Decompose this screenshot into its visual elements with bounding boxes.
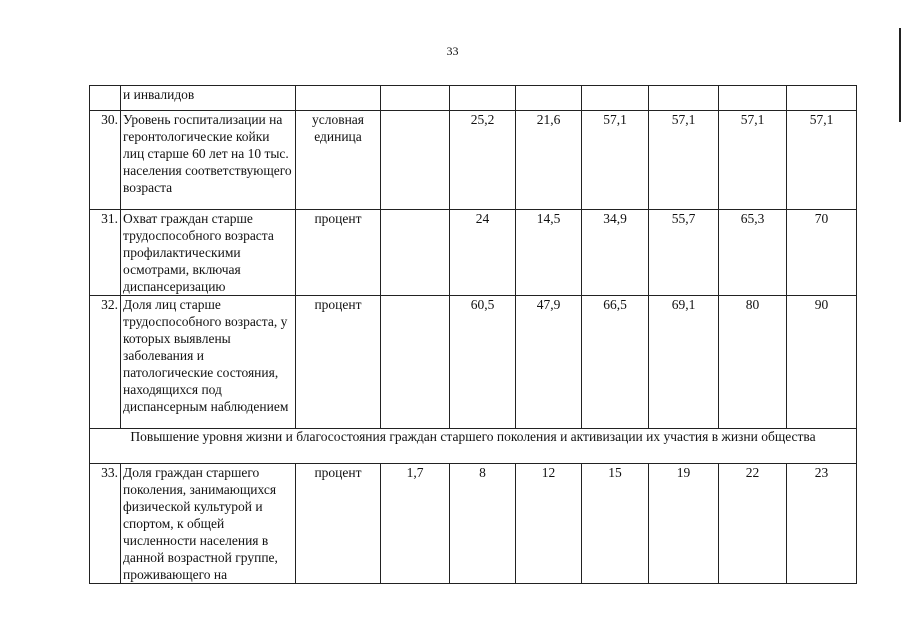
value-cell: 15 (582, 464, 649, 584)
scan-edge-mark (899, 28, 901, 122)
value-cell: 22 (719, 464, 787, 584)
table-row-continuation (90, 86, 857, 111)
indicators-table (89, 85, 857, 584)
value-cell (582, 86, 649, 111)
indicator-name-cell: Доля граждан старшего поколения, занимающихся физической культурой и спортом, к общей численности населения в данной возрастной группе, проживающего на (121, 464, 296, 584)
value-cell: 65,3 (719, 210, 787, 296)
value-cell: 66,5 (582, 296, 649, 429)
value-cell: 55,7 (649, 210, 719, 296)
value-cell: 24 (450, 210, 516, 296)
value-cell: 57,1 (719, 111, 787, 210)
value-cell: 80 (719, 296, 787, 429)
indicator-name-cell: Уровень госпитализации на геронтологические койки лиц старше 60 лет на 10 тыс. населения соответствующего возраста (121, 111, 296, 210)
value-cell: 14,5 (516, 210, 582, 296)
section-heading-row (90, 429, 857, 464)
value-cell: 47,9 (516, 296, 582, 429)
indicator-name-cell: Доля лиц старше трудоспособного возраста, у которых выявлены заболевания и патологические состояния, находящихся под диспансерным наблюдением (121, 296, 296, 429)
row-number-cell: 32. (90, 296, 121, 429)
unit-cell (296, 86, 381, 111)
value-cell (787, 86, 857, 111)
row-number-cell (90, 86, 121, 111)
table-row-33 (90, 464, 857, 584)
value-cell: 8 (450, 464, 516, 584)
value-cell (381, 210, 450, 296)
row-number-cell: 31. (90, 210, 121, 296)
row-number-cell: 30. (90, 111, 121, 210)
row-number-cell: 33. (90, 464, 121, 584)
section-heading: Повышение уровня жизни и благосостояния граждан старшего поколения и активизации их участия в жизни общества (90, 429, 857, 464)
unit-cell: условная единица (296, 111, 381, 210)
value-cell: 21,6 (516, 111, 582, 210)
value-cell: 57,1 (649, 111, 719, 210)
value-cell: 19 (649, 464, 719, 584)
value-cell (649, 86, 719, 111)
value-cell: 70 (787, 210, 857, 296)
unit-cell: процент (296, 210, 381, 296)
value-cell (450, 86, 516, 111)
indicator-name-cell: Охват граждан старше трудоспособного возраста профилактическими осмотрами, включая диспансеризацию (121, 210, 296, 296)
table-row-31 (90, 210, 857, 296)
value-cell: 60,5 (450, 296, 516, 429)
value-cell: 34,9 (582, 210, 649, 296)
unit-cell: процент (296, 296, 381, 429)
value-cell: 57,1 (787, 111, 857, 210)
value-cell: 57,1 (582, 111, 649, 210)
value-cell (381, 111, 450, 210)
indicator-name-cell: и инвалидов (121, 86, 296, 111)
value-cell: 90 (787, 296, 857, 429)
value-cell: 23 (787, 464, 857, 584)
value-cell (719, 86, 787, 111)
value-cell: 12 (516, 464, 582, 584)
table-row-32 (90, 296, 857, 429)
table-row-30 (90, 111, 857, 210)
value-cell: 1,7 (381, 464, 450, 584)
value-cell (381, 296, 450, 429)
value-cell: 25,2 (450, 111, 516, 210)
unit-cell: процент (296, 464, 381, 584)
value-cell (381, 86, 450, 111)
page-number: 33 (446, 44, 459, 58)
value-cell: 69,1 (649, 296, 719, 429)
value-cell (516, 86, 582, 111)
